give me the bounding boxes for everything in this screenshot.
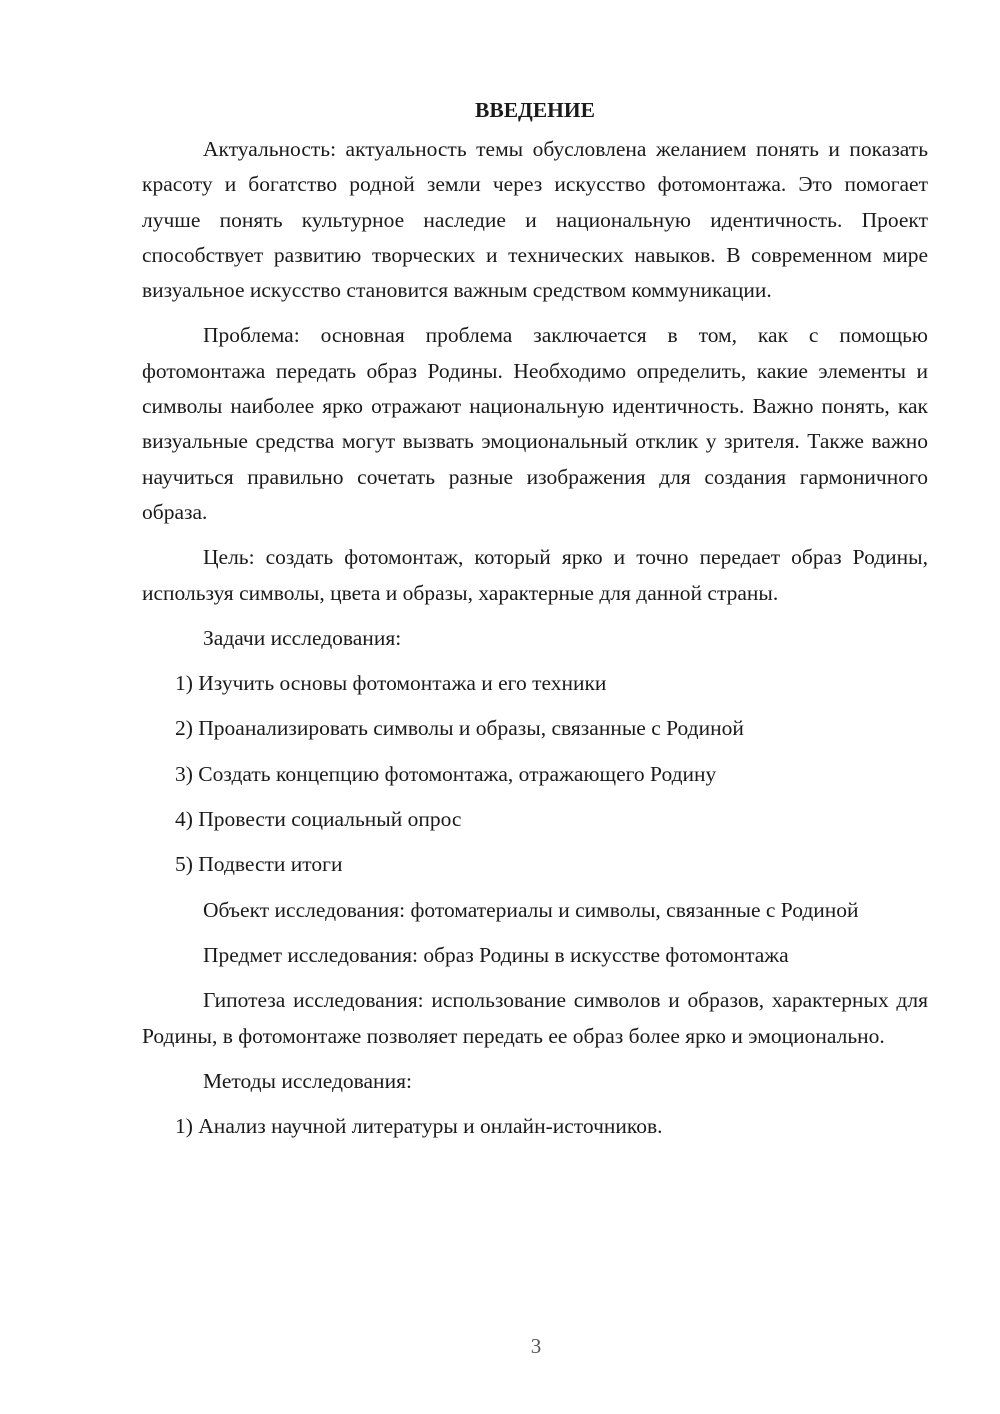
section-title: ВВЕДЕНИЕ bbox=[475, 98, 595, 122]
task-item: 5) Подвести итоги bbox=[175, 852, 343, 877]
methods-heading: Методы исследования: bbox=[203, 1068, 412, 1093]
method-item: 1) Анализ научной литературы и онлайн-источников. bbox=[175, 1114, 663, 1139]
task-item: 3) Создать концепцию фотомонтажа, отражающего Родину bbox=[175, 761, 717, 786]
task-item: 4) Провести социальный опрос bbox=[175, 807, 462, 832]
hypothesis-paragraph: Гипотеза исследования: использование символов и образов, характерных для Родины, в фотомонтаже позволяет передать ее образ более ярко и эмоционально. bbox=[142, 988, 928, 1048]
object-paragraph: Объект исследования: фотоматериалы и символы, связанные с Родиной bbox=[203, 897, 859, 922]
task-item: 2) Проанализировать символы и образы, связанные с Родиной bbox=[175, 716, 744, 741]
methods-list bbox=[142, 1109, 928, 1144]
page-number: 3 bbox=[530, 1334, 542, 1358]
tasks-heading: Задачи исследования: bbox=[203, 625, 402, 650]
subject-paragraph: Предмет исследования: образ Родины в искусстве фотомонтажа bbox=[203, 942, 789, 967]
task-item: 1) Изучить основы фотомонтажа и его техники bbox=[175, 671, 607, 696]
goal-paragraph: Цель: создать фотомонтаж, который ярко и точно передает образ Родины, используя символы, цвета и образы, характерные для данной страны. bbox=[142, 545, 928, 605]
document-page bbox=[142, 92, 928, 1154]
relevance-paragraph: Актуальность: актуальность темы обусловлена желанием понять и показать красоту и богатство родной земли через искусство фотомонтажа. Это помогает лучше понять культурное наследие и национальную идентичность. Проект способствует развитию творческих и технических навыков. В современном мире визуальное искусство становится важным средством коммуникации. bbox=[142, 137, 928, 303]
problem-paragraph: Проблема: основная проблема заключается в том, как с помощью фотомонтажа передать образ Родины. Необходимо определить, какие элементы и символы наиболее ярко отражают национальную идентичность. Важно понять, как визуальные средства могут вызвать эмоциональный отклик у зрителя. Также важно научиться правильно сочетать разные изображения для создания гармоничного образа. bbox=[142, 323, 928, 524]
tasks-list bbox=[142, 666, 928, 882]
